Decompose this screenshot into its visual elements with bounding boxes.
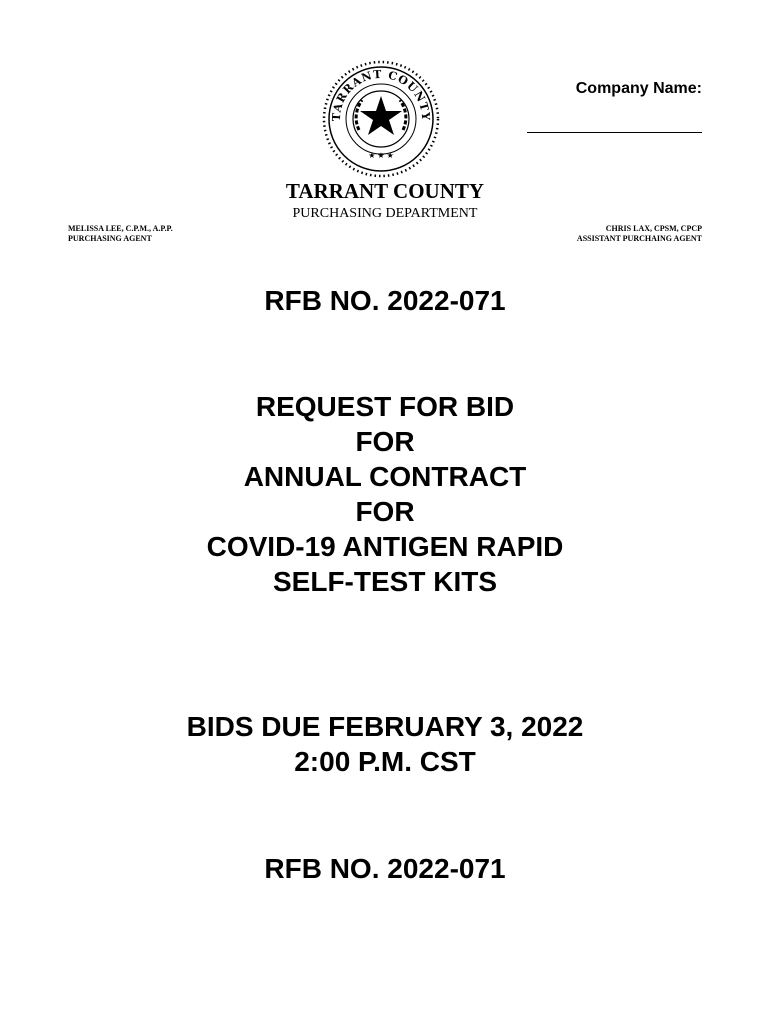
company-name-label: Company Name: bbox=[575, 80, 702, 97]
rfb-number-bottom: RFB NO. 2022-071 bbox=[264, 853, 506, 884]
purchasing-agent-name: MELISSA LEE, C.P.M., A.P.P. bbox=[68, 224, 173, 233]
purchasing-agent-block bbox=[68, 224, 173, 244]
title-line: REQUEST FOR BID bbox=[255, 391, 515, 422]
company-name-field[interactable] bbox=[527, 132, 702, 133]
title-line: FOR bbox=[355, 496, 415, 527]
purchasing-agent-title: PURCHASING AGENT bbox=[68, 234, 152, 243]
due-date-line: BIDS DUE FEBRUARY 3, 2022 bbox=[186, 711, 584, 742]
title-line: FOR bbox=[355, 426, 415, 457]
title-line: SELF-TEST KITS bbox=[273, 566, 497, 597]
assistant-agent-title: ASSISTANT PURCHAING AGENT bbox=[576, 234, 702, 243]
assistant-agent-block bbox=[577, 224, 702, 244]
bid-due-date bbox=[0, 709, 770, 779]
assistant-agent-name: CHRIS LAX, CPSM, CPCP bbox=[605, 224, 702, 233]
title-line: ANNUAL CONTRACT bbox=[243, 461, 527, 492]
county-seal-icon bbox=[322, 60, 440, 178]
svg-text:★ ★ ★: ★ ★ ★ bbox=[368, 151, 394, 160]
org-name: TARRANT COUNTY bbox=[285, 179, 485, 203]
org-department: PURCHASING DEPARTMENT bbox=[292, 206, 478, 221]
seal-top-text: TARRANT COUNTY bbox=[329, 67, 433, 122]
title-line: COVID-19 ANTIGEN RAPID bbox=[206, 531, 564, 562]
bid-title bbox=[0, 389, 770, 599]
due-time-line: 2:00 P.M. CST bbox=[294, 746, 476, 777]
rfb-number-top: RFB NO. 2022-071 bbox=[264, 285, 506, 316]
